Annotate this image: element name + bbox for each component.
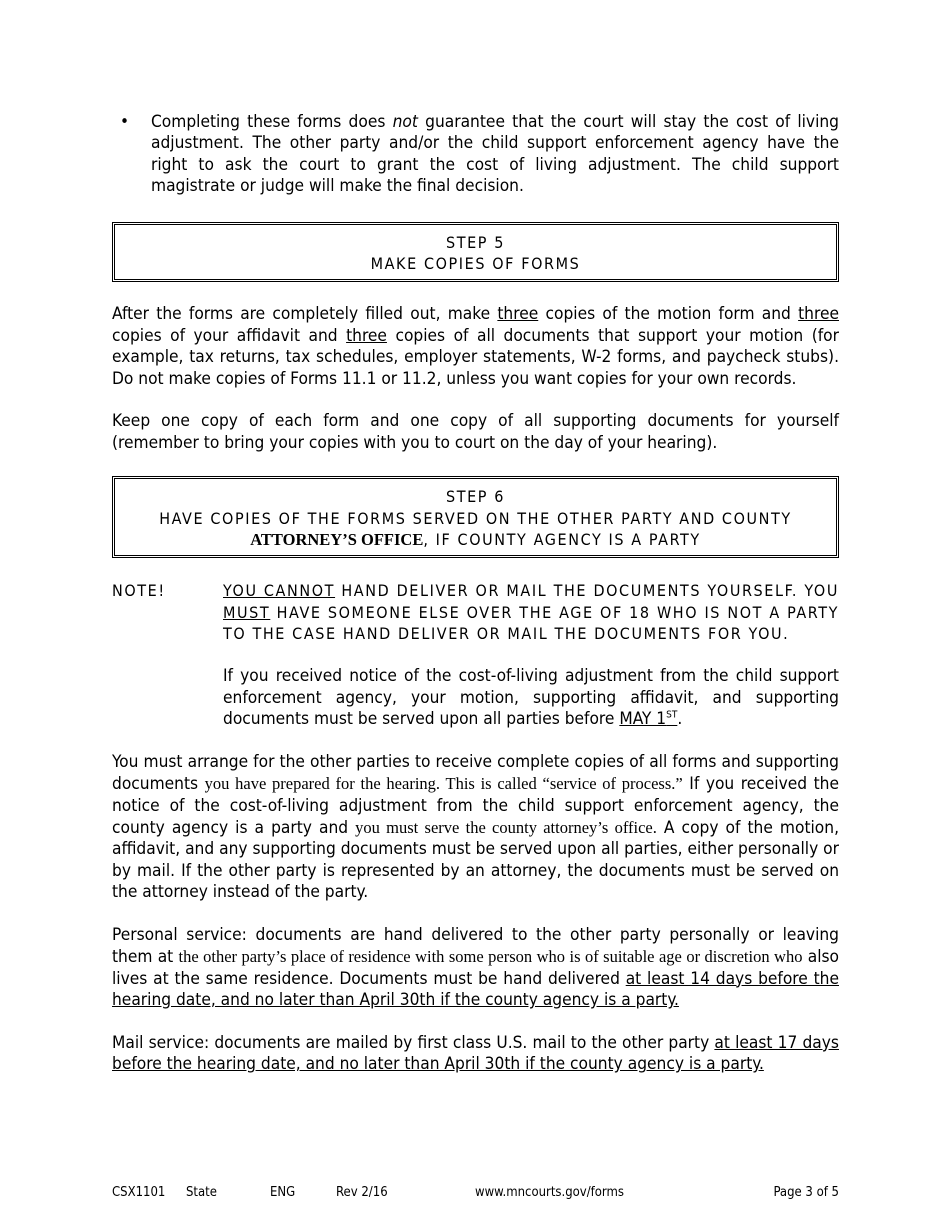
bullet-icon: • [120, 112, 130, 132]
footer-state: State [186, 1185, 217, 1200]
step5-subtitle: MAKE COPIES OF FORMS [370, 254, 581, 274]
step6-box [112, 476, 839, 558]
bullet-item [112, 112, 839, 198]
mail-service-paragraph: Mail service: documents are mailed by first class U.S. mail to the other party at least 17 days before the hearing date, and no later than April 30th if the county agency is a party. [112, 1032, 839, 1075]
footer-url[interactable]: www.mncourts.gov/forms [475, 1185, 624, 1200]
step6-line2: ATTORNEY’S OFFICE, IF COUNTY AGENCY IS A PARTY [250, 530, 701, 550]
step6-title: STEP 6 [445, 487, 506, 507]
copies-paragraph: After the forms are completely filled out, make three copies of the motion form and three copies of your affidavit and three copies of all documents that support your motion (for example, tax returns, tax schedules, employer statements, W-2 forms, and paycheck stubs). Do not make copies of Forms 11.1 or 11.2, unless you want copies for your own records. [112, 304, 839, 389]
page-footer [112, 1184, 839, 1202]
service-paragraph: You must arrange for the other parties to receive complete copies of all forms and supporting documents you have prepared for the hearing. This is called “service of process.” If you received the notice of the cost-of-living adjustment from the child support enforcement agency, the county agency is a party and you must serve the county attorney’s office. A copy of the motion, affidavit, and any supporting documents must be served upon all parties, either personally or by mail. If the other party is represented by an attorney, the documents must be served on the attorney instead of the party. [112, 751, 839, 903]
note-block [112, 580, 839, 730]
footer-revision: Rev 2/16 [336, 1185, 388, 1200]
footer-form-code: CSX1101 [112, 1185, 166, 1200]
footer-page-number: Page 3 of 5 [773, 1185, 839, 1200]
note-label: NOTE! [112, 581, 166, 601]
note-deadline: If you received notice of the cost-of-living adjustment from the child support enforcement agency, your motion, supporting affidavit, and supporting documents must be served upon all parties before MAY 1ST. [223, 666, 839, 729]
bullet-text: Completing these forms does not guarantee that the court will stay the cost of living adjustment. The other party and/or the child support enforcement agency have the right to ask the court to grant the cost of living adjustment. The child support magistrate or judge will make the final decision. [151, 112, 839, 197]
personal-service-paragraph: Personal service: documents are hand delivered to the other party personally or leaving them at the other party’s place of residence with some person who is of suitable age or discretion who also lives at the same residence. Documents must be hand delivered at least 14 days before the hearing date, and no later than April 30th if the county agency is a party. [112, 924, 840, 1011]
footer-language: ENG [270, 1185, 296, 1200]
step5-box [112, 222, 839, 283]
note-warning: YOU CANNOT HAND DELIVER OR MAIL THE DOCUMENTS YOURSELF. YOU MUST HAVE SOMEONE ELSE OVER THE AGE OF 18 WHO IS NOT A PARTY TO THE CASE HAND DELIVER OR MAIL THE DOCUMENTS FOR YOU. [223, 581, 839, 644]
keep-copy-paragraph: Keep one copy of each form and one copy of all supporting documents for yourself (remember to bring your copies with you to court on the day of your hearing). [112, 411, 839, 453]
step6-line1: HAVE COPIES OF THE FORMS SERVED ON THE OTHER PARTY AND COUNTY [159, 508, 792, 528]
step5-title: STEP 5 [445, 232, 506, 252]
page-content [112, 112, 839, 1076]
